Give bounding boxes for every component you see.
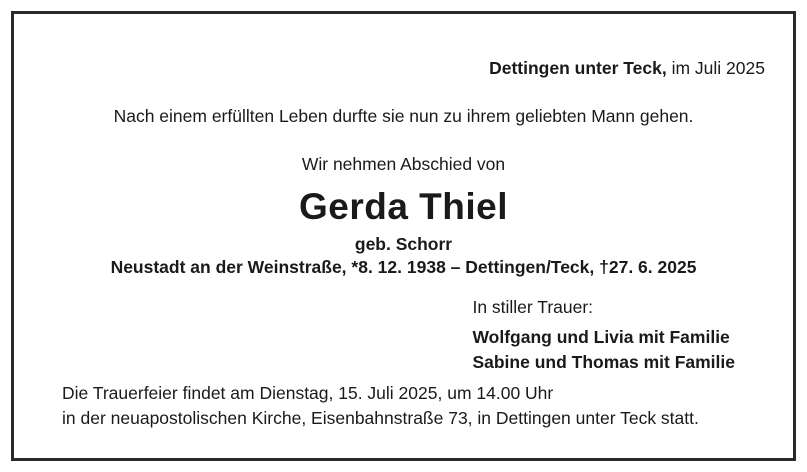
place-label: Dettingen unter Teck, <box>489 58 667 78</box>
obituary-inner <box>14 14 793 458</box>
mourner-name: Sabine und Thomas mit Familie <box>472 352 735 373</box>
mourners-block <box>472 297 735 376</box>
mourning-header: In stiller Trauer: <box>472 297 594 317</box>
ceremony-line-1: Die Trauerfeier findet am Dienstag, 15. Juli 2025, um 14.00 Uhr <box>62 383 554 403</box>
life-dates: Neustadt an der Weinstraße, *8. 12. 1938 – Dettingen/Teck, †27. 6. 2025 <box>110 257 697 277</box>
date-label: im Juli 2025 <box>671 58 765 78</box>
deceased-name: Gerda Thiel <box>298 186 509 227</box>
obituary-notice-card <box>11 11 796 461</box>
ceremony-details <box>62 381 699 432</box>
ceremony-line-2: in der neuapostolischen Kirche, Eisenbahnstraße 73, in Dettingen unter Teck statt. <box>62 408 699 429</box>
intro-text: Nach einem erfüllten Leben durfte sie nun zu ihrem geliebten Mann gehen. <box>113 106 694 126</box>
place-and-date <box>489 58 765 79</box>
maiden-name: geb. Schorr <box>354 234 453 254</box>
mourner-name: Wolfgang und Livia mit Familie <box>472 327 730 347</box>
farewell-text: Wir nehmen Abschied von <box>301 154 506 174</box>
